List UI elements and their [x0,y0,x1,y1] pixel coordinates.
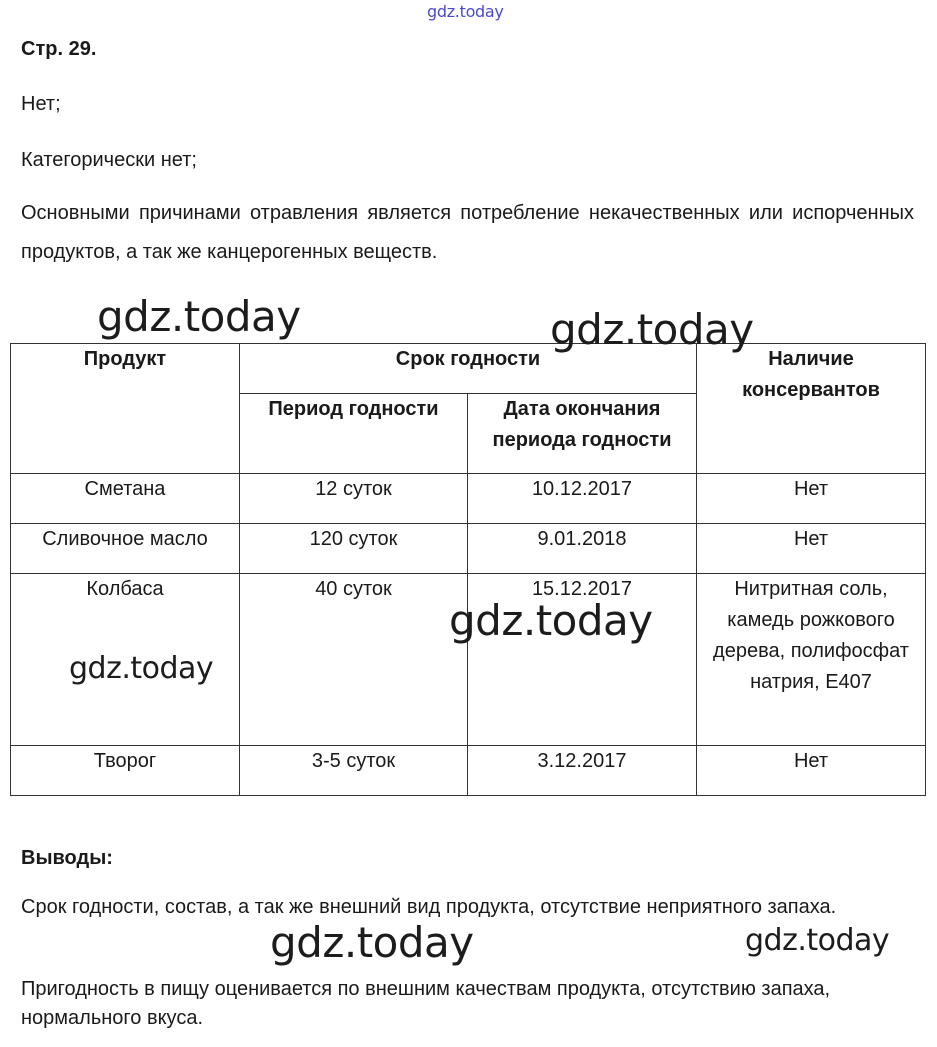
cell-end-date: 3.12.2017 [468,746,697,796]
conclusion-1: Срок годности, состав, а так же внешний вид продукта, отсутствие неприятного запаха. [21,896,837,918]
products-table [10,343,926,796]
cell-preservatives: Нет [697,524,926,574]
watermark-top: gdz.today [427,2,504,21]
conclusion-2: Пригодность в пищу оценивается по внешним качествам продукта, отсутствию запаха, нормального вкуса. [21,978,831,1029]
header-end-date: Дата окончания периода годности [468,394,697,474]
cell-period: 3-5 суток [240,746,468,796]
cell-end-date: 10.12.2017 [468,474,697,524]
table-row [11,746,926,796]
answer-3: Основными причинами отравления является потребление некачественных или испорченных продуктов, а так же канцерогенных веществ. [21,202,914,263]
cell-preservatives: Нет [697,746,926,796]
header-period: Период годности [240,394,468,474]
page-number: Стр. 29. [21,38,97,60]
watermark: gdz.today [270,918,474,967]
cell-end-date: 15.12.2017 [468,574,697,746]
cell-period: 120 суток [240,524,468,574]
watermark: gdz.today [745,923,890,958]
conclusions-title: Выводы: [21,847,113,869]
cell-end-date: 9.01.2018 [468,524,697,574]
table-header-row [11,344,926,394]
header-product: Продукт [11,344,240,474]
cell-product: Сливочное масло [11,524,240,574]
cell-product: Сметана [11,474,240,524]
answer-2: Категорически нет; [21,149,197,171]
cell-preservatives: Нет [697,474,926,524]
cell-period: 12 суток [240,474,468,524]
watermark: gdz.today [69,651,214,686]
header-shelf-life: Срок годности [240,344,697,394]
cell-period: 40 суток [240,574,468,746]
watermark: gdz.today [449,596,653,645]
cell-product: Творог [11,746,240,796]
header-preservatives: Наличие консервантов [697,344,926,474]
watermark: gdz.today [550,305,754,354]
cell-preservatives: Нитритная соль, камедь рожкового дерева, полифосфат натрия, Е407 [697,574,926,746]
cell-product: Колбаса [11,574,240,746]
table-row [11,524,926,574]
answer-1: Нет; [21,93,61,115]
watermark: gdz.today [97,292,301,341]
table-row [11,474,926,524]
